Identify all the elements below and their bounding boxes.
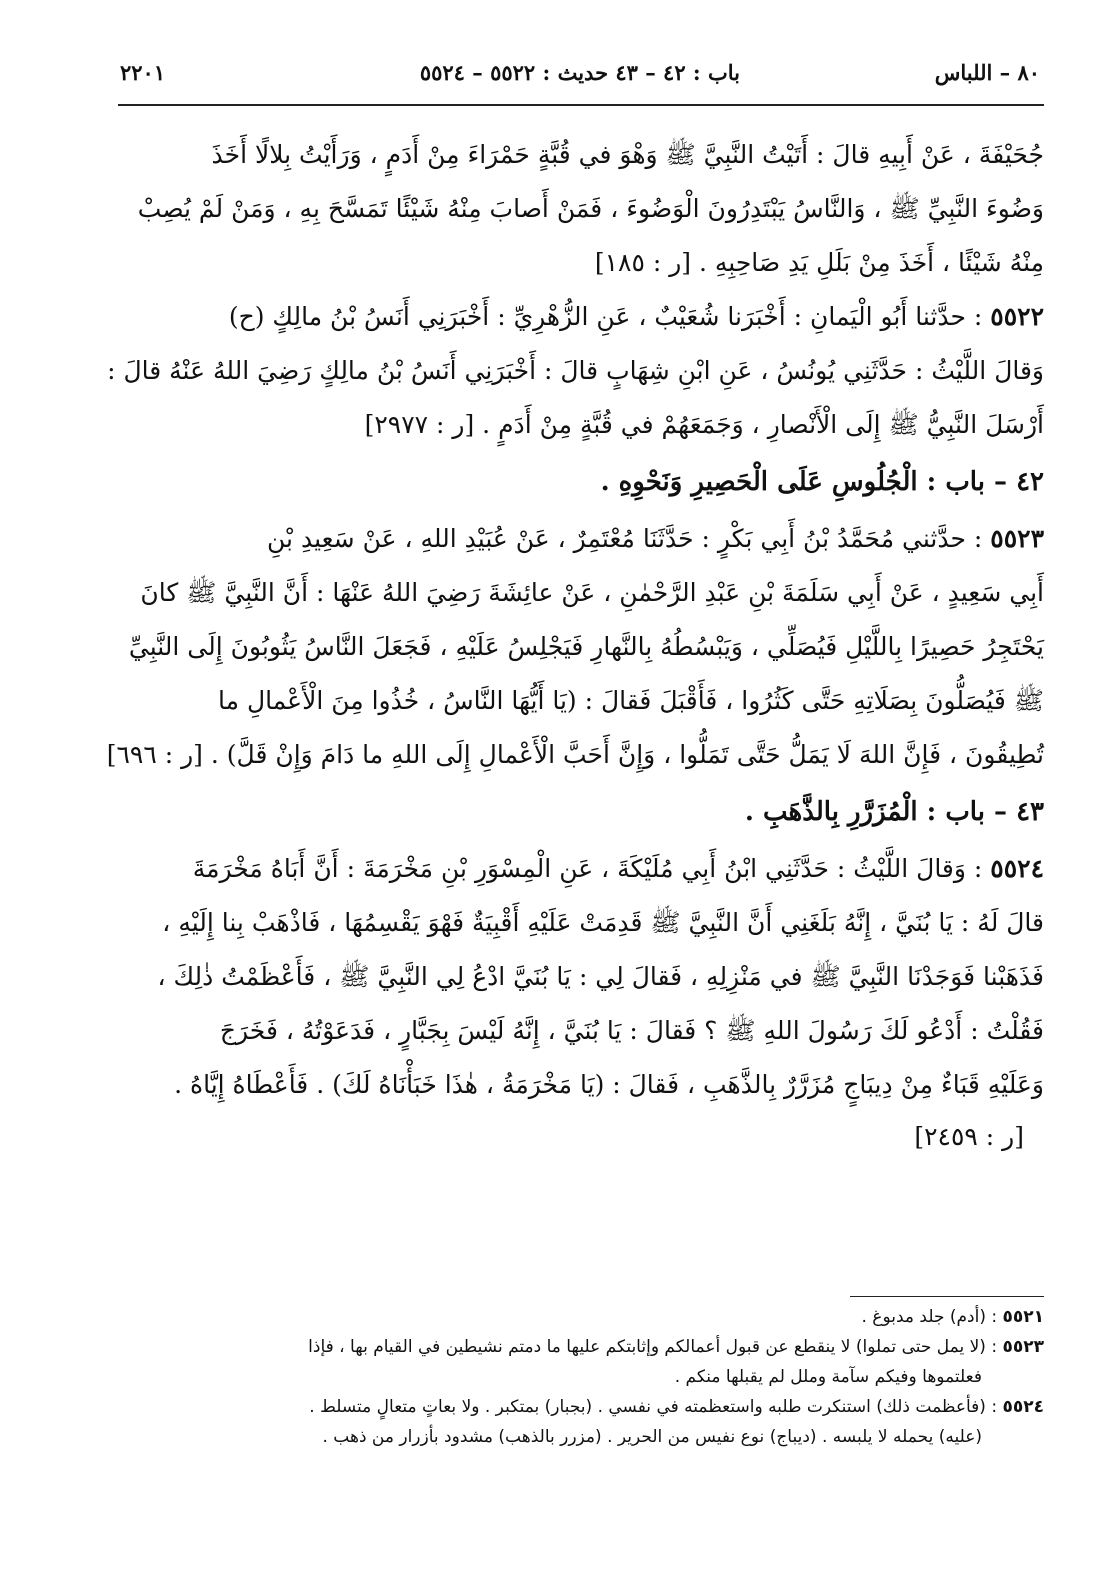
chapter-title: ٨٠ – اللباس xyxy=(934,60,1040,85)
footnote-text: : (فأعظمت ذلك) استنكرت طلبه واستعظمته في نفسي . (بجبار) بمتكبر . ولا بعاتٍ متعالٍ متسلط . xyxy=(309,1397,998,1417)
text-line: وَضُوءَ النَّبِيِّ ﷺ ، وَالنَّاسُ يَبْتَدِرُونَ الْوَضُوءَ ، فَمَنْ أَصابَ مِنْهُ شَيْئًا تَمَسَّحَ بِهِ ، وَمَنْ لَمْ يُصِبْ xyxy=(137,194,1044,223)
footnotes xyxy=(118,1302,1044,1452)
page-header xyxy=(120,58,1040,94)
text-line: جُحَيْفَةَ ، عَنْ أَبِيهِ قالَ : أَتَيْتُ النَّبِيَّ ﷺ وَهْوَ في قُبَّةٍ حَمْرَاءَ مِنْ أَدَمٍ ، وَرَأَيْتُ بِلالًا أَخَذَ xyxy=(211,140,1044,169)
footnote-text: : (أدم) جلد مدبوغ . xyxy=(861,1307,998,1327)
footnote-continuation: (عليه) يحمله لا يلبسه . (ديباج) نوع نفيس من الحرير . (مزرر بالذهب) مشدود بأزرار من ذهب . xyxy=(322,1427,982,1447)
footnote-continuation: فعلتموها وفيكم سآمة وملل لم يقبلها منكم . xyxy=(674,1367,982,1387)
header-rule xyxy=(118,104,1044,106)
hadith-5524-line xyxy=(118,842,1044,896)
cross-reference: [ر : ٢٤٥٩] xyxy=(914,1122,1024,1151)
footnote-number: ٥٥٢٤ xyxy=(1002,1397,1044,1417)
footnote xyxy=(118,1392,1044,1422)
text-line: مِنْهُ شَيْئًا ، أَخَذَ مِنْ بَلَلِ يَدِ صَاحِبِهِ . [ر : ١٨٥] xyxy=(594,248,1044,277)
footnote xyxy=(118,1332,1044,1362)
main-text xyxy=(106,128,1044,1162)
footnote xyxy=(118,1302,1044,1332)
text-line: قالَ لَهُ : يَا بُنَيَّ ، إِنَّهُ بَلَغَنِي أَنَّ النَّبِيَّ ﷺ قَدِمَتْ عَلَيْهِ أَقْبِيَةٌ فَهْوَ يَقْسِمُهَا ، فَاذْهَبْ بِنا إِلَيْهِ ، xyxy=(162,908,1044,937)
hadith-number: ٥٥٢٢ xyxy=(990,302,1044,331)
hadith-text: : وَقالَ اللَّيْثُ : حَدَّثَنِي ابْنُ أَبِي مُلَيْكَةَ ، عَنِ الْمِسْوَرِ بْنِ مَخْرَمَةَ : أَنَّ أَبَاهُ مَخْرَمَةَ xyxy=(192,854,983,883)
hadith-5523-line xyxy=(118,512,1044,566)
hadith-text: : حدَّثني مُحَمَّدُ بْنُ أَبِي بَكْرٍ : حَدَّثَنَا مُعْتَمِرٌ ، عَنْ عُبَيْدِ اللهِ ، عَنْ سَعِيدِ بْنِ xyxy=(267,524,983,553)
chapter-heading-42: ٤٢ – باب : الْجُلُوسِ عَلَى الْحَصِيرِ وَنَحْوِهِ . xyxy=(600,467,1044,497)
text-line: أَرْسَلَ النَّبِيُّ ﷺ إِلَى الْأَنْصارِ ، وَجَمَعَهُمْ في قُبَّةٍ مِنْ أَدَمٍ . [ر : ٢٩٧٧] xyxy=(364,410,1044,439)
text-line: ﷺ فَيُصَلُّونَ بِصَلَاتِهِ حَتَّى كَثُرُوا ، فَأَقْبَلَ فَقالَ : (يَا أَيُّهَا النَّاسُ ، خُذُوا مِنَ الْأَعْمالِ ما xyxy=(217,686,1044,715)
page-number: ٢٢٠١ xyxy=(120,60,166,85)
text-line: وَعَلَيْهِ قَبَاءٌ مِنْ دِيبَاجٍ مُزَرَّرٌ بِالذَّهَبِ ، فَقالَ : (يَا مَخْرَمَةُ ، هٰذَا خَبَأْنَاهُ لَكَ) . فَأَعْطَاهُ إِيَّاهُ . xyxy=(174,1070,1044,1099)
hadith-number: ٥٥٢٤ xyxy=(990,854,1044,883)
text-line: يَحْتَجِرُ حَصِيرًا بِاللَّيْلِ فَيُصَلِّي ، وَيَبْسُطُهُ بِالنَّهارِ فَيَجْلِسُ عَلَيْهِ ، فَجَعَلَ النَّاسُ يَثُوبُونَ إِلَى النَّبِيِّ xyxy=(128,632,1044,661)
text-line: فَقُلْتُ : أَدْعُو لَكَ رَسُولَ اللهِ ﷺ ؟ فَقالَ : يَا بُنَيَّ ، إِنَّهُ لَيْسَ بِجَبَّارٍ ، فَدَعَوْتُهُ ، فَخَرَجَ xyxy=(219,1016,1044,1045)
footnote-text: : (لا يمل حتى تملوا) لا ينقطع عن قبول أعمالكم وإثابتكم عليها ما دمتم نشيطين في القيام بها ، فإذا xyxy=(308,1337,998,1357)
hadith-5522-line xyxy=(118,290,1044,344)
hadith-number: ٥٥٢٣ xyxy=(990,524,1044,553)
footnote-rule xyxy=(850,1296,1044,1297)
footnote-number: ٥٥٢٣ xyxy=(1002,1337,1044,1357)
text-line: أَبِي سَعِيدٍ ، عَنْ أَبِي سَلَمَةَ بْنِ عَبْدِ الرَّحْمٰنِ ، عَنْ عائِشَةَ رَضِيَ اللهُ عَنْهَا : أَنَّ النَّبِيَّ ﷺ كانَ xyxy=(140,578,1044,607)
text-line: وَقالَ اللَّيْثُ : حَدَّثَنِي يُونُسُ ، عَنِ ابْنِ شِهَابٍ قالَ : أَخْبَرَنِي أَنَسُ بْنُ مالِكٍ رَضِيَ اللهُ عَنْهُ قالَ : xyxy=(107,356,1044,385)
hadith-text: : حدَّثنا أَبُو الْيَمانِ : أَخْبَرَنا شُعَيْبٌ ، عَنِ الزُّهْرِيِّ : أَخْبَرَنِي أَنَسُ بْنُ مالِكٍ (ح) xyxy=(228,302,983,331)
section-reference: باب : ٤٢ – ٤٣ حديث : ٥٥٢٢ – ٥٥٢٤ xyxy=(419,60,740,85)
footnote-number: ٥٥٢١ xyxy=(1002,1307,1044,1327)
text-line: تُطِيقُونَ ، فَإِنَّ اللهَ لَا يَمَلُّ حَتَّى تَمَلُّوا ، وَإِنَّ أَحَبَّ الْأَعْمالِ إِلَى اللهِ ما دَامَ وَإِنْ قَلَّ) . [ر : ٦٩٦] xyxy=(106,740,1044,769)
text-line: فَذَهَبْنا فَوَجَدْنَا النَّبِيَّ ﷺ في مَنْزِلِهِ ، فَقالَ لِي : يَا بُنَيَّ ادْعُ لِي النَّبِيَّ ﷺ ، فَأَعْظَمْتُ ذٰلِكَ ، xyxy=(157,962,1044,991)
chapter-heading-43: ٤٣ – باب : الْمُزَرَّرِ بِالذَّهَبِ . xyxy=(744,797,1044,827)
